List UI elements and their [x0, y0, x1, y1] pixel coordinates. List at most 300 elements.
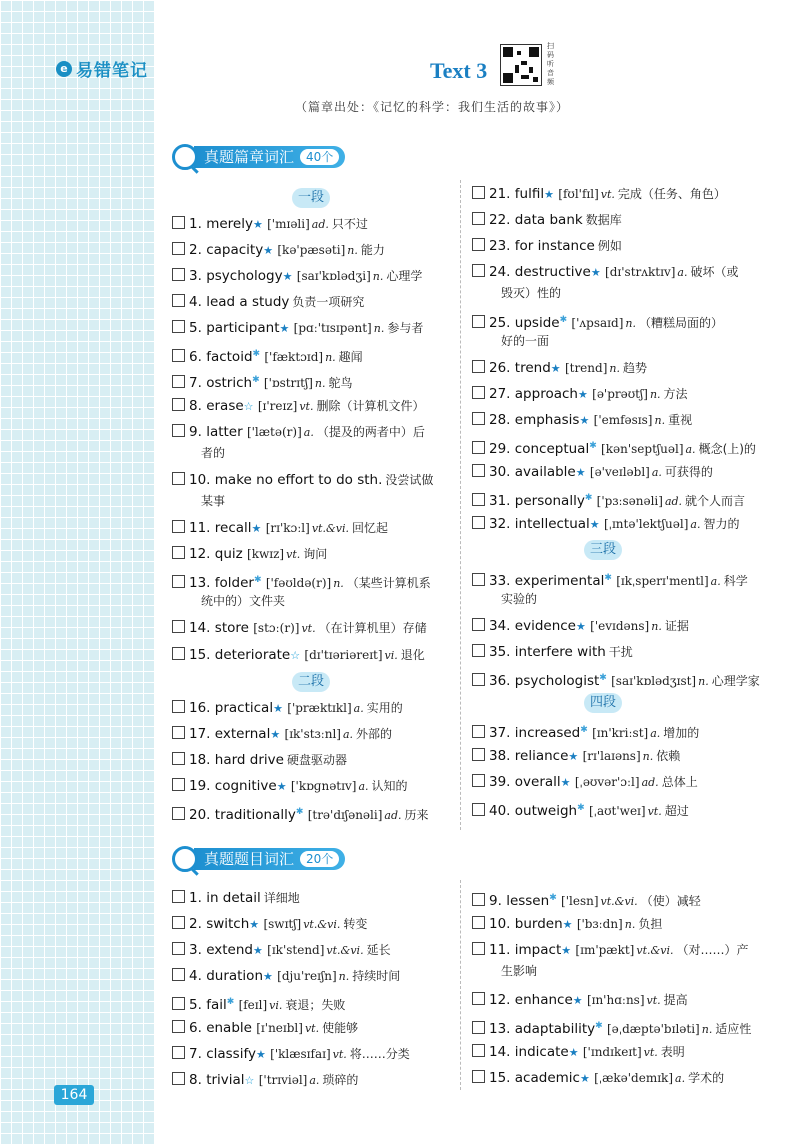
vocab-item	[172, 1018, 358, 1039]
checkbox[interactable]	[472, 942, 485, 955]
phonetic: ['pɜːsənəli]	[596, 494, 663, 508]
phonetic: [kə'pæsəti]	[277, 243, 346, 257]
checkbox[interactable]	[172, 268, 185, 281]
checkbox[interactable]	[472, 238, 485, 251]
vocab-item	[172, 214, 368, 235]
phonetic: [ə'prəʊtʃ]	[592, 387, 648, 401]
definition: 负担	[638, 917, 663, 931]
headword: upside	[514, 315, 560, 331]
item-number: 30.	[489, 464, 511, 480]
phonetic: [ɪm'pækt]	[575, 943, 635, 957]
frequency-star-icon: ★	[270, 728, 281, 741]
checkbox[interactable]	[172, 349, 185, 362]
phonetic: [rɪ'laɪəns]	[582, 749, 641, 763]
checkbox[interactable]	[472, 673, 485, 686]
frequency-star-icon: ✱	[584, 493, 593, 503]
part-of-speech: vt.&vi.	[311, 522, 349, 535]
frequency-star-icon: ✱	[252, 349, 261, 359]
vocab-item	[472, 262, 739, 300]
item-number: 9.	[189, 424, 202, 440]
headword: lessen	[506, 893, 550, 909]
word-count-badge: 40个	[300, 149, 339, 165]
definition: 询问	[303, 547, 328, 561]
vocab-item	[472, 668, 760, 692]
headword: lead a study	[206, 294, 290, 310]
frequency-star-icon: ★	[579, 1072, 590, 1085]
headword: switch	[206, 916, 250, 932]
vocab-item	[172, 570, 431, 608]
qr-label: 扫码听音频	[547, 42, 554, 86]
frequency-star-icon: ★	[575, 466, 586, 479]
part-of-speech: a.	[303, 426, 314, 439]
phonetic: [əˌdæptə'bɪləti]	[606, 1022, 700, 1036]
definition: 回忆起	[351, 521, 388, 535]
item-number: 3.	[189, 942, 202, 958]
frequency-star-icon: ★	[561, 944, 572, 957]
checkbox[interactable]	[472, 186, 485, 199]
vocab-item	[172, 518, 388, 539]
headword: psychology	[206, 268, 283, 284]
frequency-star-icon: ✱	[599, 673, 607, 683]
vocab-item	[172, 370, 353, 394]
part-of-speech: n.	[642, 750, 654, 763]
vocab-item	[472, 568, 748, 606]
definition: 重视	[668, 413, 693, 427]
vocab-item	[172, 266, 422, 287]
headword: academic	[514, 1070, 580, 1086]
item-number: 12.	[189, 546, 211, 562]
item-number: 7.	[189, 375, 202, 391]
frequency-star-icon: ★	[577, 388, 588, 401]
section-title-text: 真题题目词汇	[204, 850, 295, 868]
qr-code-icon[interactable]	[500, 44, 542, 86]
vocab-item	[172, 318, 423, 339]
definition: 衰退；失败	[285, 998, 346, 1012]
item-number: 27.	[489, 386, 511, 402]
paragraph-label: 二段	[292, 672, 330, 692]
definition: 硬盘驱动器	[286, 753, 347, 767]
vocab-item	[172, 422, 425, 460]
headword: factoid	[206, 349, 253, 365]
vocab-item	[172, 750, 347, 771]
vocab-item	[472, 410, 692, 431]
vocab-item	[172, 914, 367, 935]
part-of-speech: a.	[710, 575, 721, 588]
vocab-item	[472, 1042, 685, 1063]
checkbox[interactable]	[472, 360, 485, 373]
checkbox[interactable]	[472, 1044, 485, 1057]
checkbox[interactable]	[472, 725, 485, 738]
definition: 超过	[664, 804, 689, 818]
definition: 适应性	[715, 1022, 752, 1036]
part-of-speech: ad.	[664, 495, 683, 508]
phonetic: ['kɒɡnətɪv]	[290, 779, 357, 793]
definition: 方法	[663, 387, 688, 401]
frequency-star-icon: ✱	[580, 725, 588, 735]
item-number: 15.	[189, 647, 211, 663]
frequency-star-icon: ★	[568, 1046, 579, 1059]
vocab-item	[472, 488, 745, 512]
phonetic: ['trɪviəl]	[258, 1073, 308, 1087]
headword: available	[514, 464, 576, 480]
part-of-speech: vt.&vi.	[326, 944, 364, 957]
frequency-star-icon: ✱	[604, 573, 612, 583]
item-number: 28.	[489, 412, 511, 428]
frequency-star-icon: ★	[544, 188, 554, 201]
item-number: 11.	[489, 942, 511, 958]
item-number: 10.	[189, 472, 211, 488]
definition: 转变	[343, 917, 368, 931]
vocab-item	[172, 618, 427, 639]
definition: 就个人而言	[685, 494, 746, 508]
headword: destructive	[514, 264, 591, 280]
phonetic: [feɪl]	[238, 998, 268, 1012]
checkbox[interactable]	[172, 294, 185, 307]
frequency-star-icon: ✱	[595, 1021, 603, 1031]
checkbox[interactable]	[172, 620, 185, 633]
checkbox[interactable]	[472, 264, 485, 277]
checkbox[interactable]	[472, 916, 485, 929]
checkbox[interactable]	[172, 916, 185, 929]
definition: 心理学	[386, 269, 423, 283]
phonetic: [dɪ'strʌktɪv]	[605, 265, 676, 279]
vocab-item	[172, 776, 408, 797]
headword: hard drive	[214, 752, 284, 768]
item-number: 11.	[189, 520, 211, 536]
part-of-speech: vt.	[332, 1048, 347, 1061]
definition: 实用的	[366, 701, 403, 715]
headword: in detail	[206, 890, 261, 906]
definition: 可获得的	[664, 465, 713, 479]
phonetic: ['fəʊldə(r)]	[265, 576, 332, 590]
checkbox[interactable]	[472, 412, 485, 425]
checkbox[interactable]	[172, 890, 185, 903]
item-number: 26.	[489, 360, 511, 376]
vocab-item	[472, 358, 647, 379]
checkbox[interactable]	[172, 752, 185, 765]
checkbox[interactable]	[172, 424, 185, 437]
part-of-speech: vt.&vi.	[600, 895, 638, 908]
vocab-item	[472, 462, 713, 483]
vocab-item	[472, 236, 622, 257]
vocab-item	[172, 240, 385, 261]
definition: 琐碎的	[322, 1073, 359, 1087]
phonetic: [ə'veɪləbl]	[589, 465, 650, 479]
headword: personally	[514, 493, 585, 509]
phonetic: [dɪ'tɪəriəreɪt]	[304, 648, 383, 662]
headword: reliance	[514, 748, 569, 764]
paragraph-label: 一段	[292, 188, 330, 208]
checkbox[interactable]	[472, 1070, 485, 1083]
item-number: 23.	[489, 238, 511, 254]
headword: participant	[206, 320, 280, 336]
vocab-item	[472, 720, 699, 744]
definition: 删除（计算机文件）	[316, 399, 425, 413]
frequency-star-icon: ✱	[589, 441, 597, 451]
part-of-speech: vt.	[304, 1022, 320, 1035]
vocab-item	[472, 990, 688, 1011]
headword: make no effort to do sth.	[214, 472, 383, 488]
part-of-speech: vt.&vi.	[636, 944, 674, 957]
headword: outweigh	[514, 803, 578, 819]
headword: fail	[206, 997, 227, 1013]
page-number: 164	[54, 1085, 94, 1105]
checkbox[interactable]	[172, 398, 185, 411]
vocab-item	[172, 698, 403, 719]
section-header-passage-vocab	[172, 144, 345, 170]
phonetic: [ɪk'stend]	[267, 943, 325, 957]
checkbox[interactable]	[172, 375, 185, 388]
checkbox[interactable]	[172, 242, 185, 255]
headword: erase	[206, 398, 244, 414]
definition: 科学	[723, 574, 748, 588]
frequency-star-icon: ☆	[244, 1074, 255, 1087]
section-title-text: 真题篇章词汇	[204, 148, 295, 166]
phonetic: ['evɪdəns]	[590, 619, 650, 633]
headword: intellectual	[514, 516, 590, 532]
frequency-star-icon: ★	[251, 522, 262, 535]
part-of-speech: n.	[624, 918, 636, 931]
headword: folder	[214, 575, 254, 591]
item-number: 22.	[489, 212, 511, 228]
definition: 鸵鸟	[328, 376, 353, 390]
item-number: 33.	[489, 573, 511, 589]
phonetic: [saɪ'kɒlədʒɪst]	[611, 674, 697, 688]
sidebar-grid	[0, 0, 155, 1145]
headword: conceptual	[514, 441, 590, 457]
checkbox[interactable]	[472, 644, 485, 657]
headword: increased	[514, 725, 581, 741]
checkbox[interactable]	[172, 575, 185, 588]
vocab-item	[472, 1068, 724, 1089]
part-of-speech: n.	[654, 414, 666, 427]
part-of-speech: a.	[690, 518, 701, 531]
definition: 退化	[400, 648, 425, 662]
section-title	[194, 146, 345, 168]
definition-continued: 好的一面	[501, 334, 550, 348]
checkbox[interactable]	[472, 573, 485, 586]
phonetic: ['ɪndɪkeɪt]	[582, 1045, 642, 1059]
definition: （对……）产	[676, 943, 749, 957]
item-number: 15.	[489, 1070, 511, 1086]
headword: psychologist	[514, 673, 600, 689]
definition: 趋势	[622, 361, 647, 375]
column-divider	[460, 180, 461, 830]
definition: 能力	[360, 243, 385, 257]
phonetic: [trə'dɪʃənəli]	[307, 808, 383, 822]
checkbox[interactable]	[172, 546, 185, 559]
part-of-speech: n.	[333, 577, 344, 590]
checkbox[interactable]	[172, 968, 185, 981]
headword: interfere with	[514, 644, 606, 660]
item-number: 36.	[489, 673, 511, 689]
headword: emphasis	[514, 412, 580, 428]
definition: 智力的	[703, 517, 740, 531]
frequency-star-icon: ✱	[577, 803, 585, 813]
checkbox[interactable]	[172, 1046, 185, 1059]
headword: overall	[514, 774, 561, 790]
item-number: 25.	[489, 315, 511, 331]
vocab-item	[472, 746, 680, 767]
phonetic: [ˌɪntə'lektʃuəl]	[603, 517, 689, 531]
headword: adaptability	[514, 1021, 596, 1037]
definition: 历来	[404, 808, 429, 822]
checkbox[interactable]	[172, 1020, 185, 1033]
headword: recall	[214, 520, 252, 536]
column-divider	[460, 880, 461, 1090]
checkbox[interactable]	[472, 748, 485, 761]
item-number: 32.	[489, 516, 511, 532]
definition-continued: 者的	[201, 446, 226, 460]
item-number: 8.	[189, 398, 202, 414]
definition: 破坏（或	[690, 265, 739, 279]
definition-continued: 生影响	[501, 964, 538, 978]
headword: duration	[206, 968, 263, 984]
definition: （在计算机里）存储	[318, 621, 427, 635]
definition-continued: 毁灭）性的	[501, 286, 562, 300]
item-number: 2.	[189, 242, 202, 258]
item-number: 6.	[189, 349, 202, 365]
vocab-item	[472, 616, 689, 637]
headword: indicate	[514, 1044, 569, 1060]
checkbox[interactable]	[472, 992, 485, 1005]
checkbox[interactable]	[472, 774, 485, 787]
vocab-item	[172, 344, 363, 368]
checkbox[interactable]	[472, 212, 485, 225]
checkbox[interactable]	[172, 1072, 185, 1085]
checkbox[interactable]	[172, 320, 185, 333]
definition: 延长	[366, 943, 391, 957]
phonetic: ['klæsɪfaɪ]	[270, 1047, 331, 1061]
frequency-star-icon: ★	[550, 362, 561, 375]
checkbox[interactable]	[472, 618, 485, 631]
vocab-item	[472, 436, 756, 460]
headword: latter	[206, 424, 243, 440]
item-number: 29.	[489, 441, 511, 457]
frequency-star-icon: ★	[255, 1048, 266, 1061]
frequency-star-icon: ★	[252, 944, 263, 957]
part-of-speech: vt.	[600, 188, 615, 201]
frequency-star-icon: ✱	[549, 893, 557, 903]
frequency-star-icon: ☆	[290, 649, 301, 662]
phonetic: [swɪtʃ]	[263, 917, 302, 931]
vocab-item	[172, 544, 327, 565]
item-number: 1.	[189, 890, 202, 906]
part-of-speech: n.	[314, 377, 326, 390]
brand-icon: e	[56, 61, 72, 77]
definition: 持续时间	[352, 969, 401, 983]
phonetic: [fʊl'fɪl]	[558, 187, 599, 201]
headword: extend	[206, 942, 253, 958]
checkbox[interactable]	[172, 216, 185, 229]
checkbox[interactable]	[472, 516, 485, 529]
checkbox[interactable]	[172, 647, 185, 660]
vocab-item	[172, 1044, 410, 1065]
checkbox[interactable]	[472, 464, 485, 477]
item-number: 35.	[489, 644, 511, 660]
frequency-star-icon: ★	[263, 970, 273, 983]
checkbox[interactable]	[172, 778, 185, 791]
part-of-speech: a.	[650, 727, 661, 740]
part-of-speech: n.	[609, 362, 620, 375]
checkbox[interactable]	[172, 726, 185, 739]
frequency-star-icon: ★	[273, 702, 283, 715]
frequency-star-icon: ✱	[295, 807, 304, 817]
headword: experimental	[514, 573, 605, 589]
checkbox[interactable]	[472, 386, 485, 399]
checkbox[interactable]	[472, 493, 485, 506]
vocab-item	[172, 966, 400, 987]
definition: 外部的	[356, 727, 393, 741]
phonetic: [trend]	[564, 361, 608, 375]
definition: （提及的两者中）后	[316, 425, 425, 439]
phonetic: ['mɪəli]	[267, 217, 310, 231]
magnifier-icon	[172, 144, 198, 170]
headword: practical	[214, 700, 274, 716]
frequency-star-icon: ★	[579, 414, 590, 427]
definition: 证据	[664, 619, 689, 633]
headword: deteriorate	[214, 647, 291, 663]
vocab-item	[472, 914, 662, 935]
part-of-speech: a.	[675, 1072, 686, 1085]
definition: 数据库	[585, 213, 622, 227]
item-number: 13.	[489, 1021, 511, 1037]
definition: 增加的	[663, 726, 700, 740]
item-number: 38.	[489, 748, 511, 764]
definition: 参与者	[387, 321, 424, 335]
item-number: 14.	[489, 1044, 511, 1060]
headword: for instance	[514, 238, 595, 254]
item-number: 37.	[489, 725, 511, 741]
checkbox[interactable]	[172, 997, 185, 1010]
checkbox[interactable]	[472, 1021, 485, 1034]
vocab-item	[472, 642, 633, 663]
checkbox[interactable]	[472, 893, 485, 906]
phonetic: [stɔː(r)]	[253, 621, 300, 635]
frequency-star-icon: ☆	[243, 400, 254, 413]
checkbox[interactable]	[472, 441, 485, 454]
definition: 只不过	[331, 217, 368, 231]
checkbox[interactable]	[172, 942, 185, 955]
vocab-item	[472, 888, 701, 912]
part-of-speech: a.	[685, 443, 696, 456]
checkbox[interactable]	[172, 807, 185, 820]
item-number: 39.	[489, 774, 511, 790]
headword: merely	[206, 216, 253, 232]
phonetic: [ɪn'hɑːns]	[586, 993, 645, 1007]
item-number: 21.	[489, 186, 511, 202]
checkbox[interactable]	[172, 700, 185, 713]
checkbox[interactable]	[172, 472, 185, 485]
frequency-star-icon: ★	[589, 518, 600, 531]
checkbox[interactable]	[472, 315, 485, 328]
definition: 干扰	[608, 645, 633, 659]
item-number: 4.	[189, 968, 202, 984]
definition: 认知的	[371, 779, 408, 793]
item-number: 5.	[189, 320, 202, 336]
definition-continued: 实验的	[501, 592, 538, 606]
checkbox[interactable]	[172, 520, 185, 533]
checkbox[interactable]	[472, 803, 485, 816]
part-of-speech: vt.	[299, 400, 314, 413]
frequency-star-icon: ✱	[226, 997, 235, 1007]
phonetic: ['lætə(r)]	[246, 425, 302, 439]
frequency-star-icon: ★	[263, 244, 274, 257]
definition: 概念(上)的	[698, 442, 756, 456]
phonetic: [ɪn'kriːst]	[592, 726, 649, 740]
item-number: 12.	[489, 992, 511, 1008]
part-of-speech: a.	[677, 266, 688, 279]
